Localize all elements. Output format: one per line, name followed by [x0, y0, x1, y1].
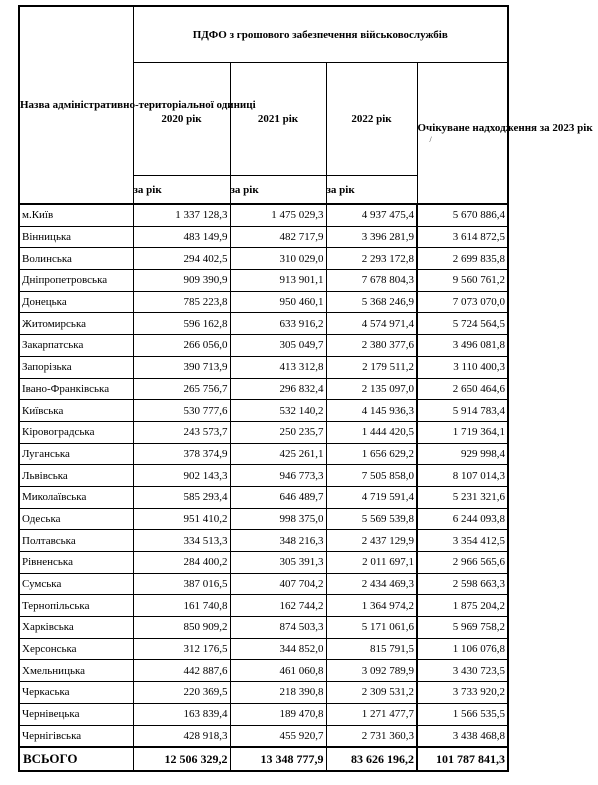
value-2021: 296 832,4 [230, 378, 326, 400]
table-row [19, 226, 508, 248]
value-2022: 2 437 129,9 [326, 530, 417, 552]
region-name: Житомирська [19, 313, 133, 335]
value-2022: 4 937 475,4 [326, 204, 417, 226]
value-2020: 442 887,6 [133, 660, 230, 682]
value-2023: 3 614 872,5 [417, 226, 508, 248]
table-row [19, 595, 508, 617]
value-2022: 815 791,5 [326, 638, 417, 660]
region-name: Чернівецька [19, 703, 133, 725]
table-row [19, 421, 508, 443]
table-row [19, 443, 508, 465]
expected-2023-mark: / [429, 135, 432, 144]
military-pit-table [18, 5, 593, 772]
region-name: Київська [19, 400, 133, 422]
value-2023: 6 244 093,8 [417, 508, 508, 530]
table-row [19, 638, 508, 660]
table-row [19, 335, 508, 357]
value-2021: 950 460,1 [230, 291, 326, 313]
value-2023: 9 560 761,2 [417, 270, 508, 292]
value-2020: 902 143,3 [133, 465, 230, 487]
table-row [19, 530, 508, 552]
value-2022: 3 396 281,9 [326, 226, 417, 248]
value-2023: 5 969 758,2 [417, 617, 508, 639]
value-2022: 1 364 974,2 [326, 595, 417, 617]
value-2020: 951 410,2 [133, 508, 230, 530]
per-year-2020: за рік [133, 176, 230, 205]
value-2020: 428 918,3 [133, 725, 230, 747]
value-2021: 455 920,7 [230, 725, 326, 747]
region-name: Донецька [19, 291, 133, 313]
table-row [19, 703, 508, 725]
value-2020: 785 223,8 [133, 291, 230, 313]
value-2023: 3 354 412,5 [417, 530, 508, 552]
table-row [19, 313, 508, 335]
value-2020: 334 513,3 [133, 530, 230, 552]
region-name: Сумська [19, 573, 133, 595]
value-2021: 310 029,0 [230, 248, 326, 270]
value-2020: 387 016,5 [133, 573, 230, 595]
value-2023: 2 699 835,8 [417, 248, 508, 270]
value-2023: 1 566 535,5 [417, 703, 508, 725]
value-2021: 348 216,3 [230, 530, 326, 552]
total-row [19, 747, 508, 771]
region-name: Рівненська [19, 552, 133, 574]
value-2020: 265 756,7 [133, 378, 230, 400]
value-2021: 344 852,0 [230, 638, 326, 660]
value-2023: 3 430 723,5 [417, 660, 508, 682]
value-2022: 2 309 531,2 [326, 682, 417, 704]
table-row [19, 270, 508, 292]
value-2023: 3 496 081,8 [417, 335, 508, 357]
value-2020: 1 337 128,3 [133, 204, 230, 226]
region-name: Миколаївська [19, 486, 133, 508]
year-2020-header: 2020 рік [133, 63, 230, 176]
value-2021: 413 312,8 [230, 356, 326, 378]
table-row [19, 508, 508, 530]
region-name: Львівська [19, 465, 133, 487]
total-label: ВСЬОГО [19, 747, 133, 771]
value-2021: 482 717,9 [230, 226, 326, 248]
year-2021-header: 2021 рік [230, 63, 326, 176]
value-2021: 913 901,1 [230, 270, 326, 292]
value-2022: 2 135 097,0 [326, 378, 417, 400]
total-2020: 12 506 329,2 [133, 747, 230, 771]
value-2020: 294 402,5 [133, 248, 230, 270]
value-2021: 305 049,7 [230, 335, 326, 357]
value-2020: 243 573,7 [133, 421, 230, 443]
table-row [19, 248, 508, 270]
value-2022: 3 092 789,9 [326, 660, 417, 682]
region-name: Черкаська [19, 682, 133, 704]
value-2021: 407 704,2 [230, 573, 326, 595]
tax-table-container [18, 5, 593, 772]
value-2021: 305 391,3 [230, 552, 326, 574]
value-2023: 8 107 014,3 [417, 465, 508, 487]
value-2020: 483 149,9 [133, 226, 230, 248]
table-row [19, 725, 508, 747]
region-name: Запорізька [19, 356, 133, 378]
value-2020: 266 056,0 [133, 335, 230, 357]
region-name-header: Назва адміністративно-територіальної одиниці [19, 6, 133, 204]
region-name: Закарпатська [19, 335, 133, 357]
table-row [19, 465, 508, 487]
value-2022: 2 434 469,3 [326, 573, 417, 595]
value-2023: 5 724 564,5 [417, 313, 508, 335]
value-2021: 218 390,8 [230, 682, 326, 704]
total-2023: 101 787 841,3 [417, 747, 508, 771]
value-2021: 162 744,2 [230, 595, 326, 617]
region-name: Волинська [19, 248, 133, 270]
value-2023: 3 110 400,3 [417, 356, 508, 378]
table-row [19, 552, 508, 574]
value-2023: 5 670 886,4 [417, 204, 508, 226]
value-2022: 4 574 971,4 [326, 313, 417, 335]
group-title-header: ПДФО з грошового забезпечення військовослужбів [133, 6, 508, 63]
value-2022: 4 719 591,4 [326, 486, 417, 508]
value-2021: 646 489,7 [230, 486, 326, 508]
table-row [19, 204, 508, 226]
value-2023: 2 650 464,6 [417, 378, 508, 400]
value-2022: 7 678 804,3 [326, 270, 417, 292]
value-2020: 850 909,2 [133, 617, 230, 639]
region-name: Херсонська [19, 638, 133, 660]
region-name: Тернопільська [19, 595, 133, 617]
value-2020: 909 390,9 [133, 270, 230, 292]
per-year-2021: за рік [230, 176, 326, 205]
value-2021: 461 060,8 [230, 660, 326, 682]
value-2022: 2 380 377,6 [326, 335, 417, 357]
per-year-2022: за рік [326, 176, 417, 205]
total-2021: 13 348 777,9 [230, 747, 326, 771]
value-2023: 3 438 468,8 [417, 725, 508, 747]
value-2022: 1 656 629,2 [326, 443, 417, 465]
region-name: Івано-Франківська [19, 378, 133, 400]
value-2021: 633 916,2 [230, 313, 326, 335]
value-2023: 2 598 663,3 [417, 573, 508, 595]
table-row [19, 291, 508, 313]
table-body [19, 204, 508, 747]
value-2020: 220 369,5 [133, 682, 230, 704]
value-2022: 5 569 539,8 [326, 508, 417, 530]
table-row [19, 400, 508, 422]
value-2023: 3 733 920,2 [417, 682, 508, 704]
value-2023: 2 966 565,6 [417, 552, 508, 574]
expected-2023-header [417, 63, 593, 205]
value-2020: 378 374,9 [133, 443, 230, 465]
value-2021: 532 140,2 [230, 400, 326, 422]
value-2020: 596 162,8 [133, 313, 230, 335]
value-2021: 1 475 029,3 [230, 204, 326, 226]
value-2022: 1 271 477,7 [326, 703, 417, 725]
value-2021: 250 235,7 [230, 421, 326, 443]
value-2023: 1 106 076,8 [417, 638, 508, 660]
region-name: Вінницька [19, 226, 133, 248]
year-2022-header: 2022 рік [326, 63, 417, 176]
table-row [19, 573, 508, 595]
region-name: Хмельницька [19, 660, 133, 682]
value-2020: 163 839,4 [133, 703, 230, 725]
value-2020: 585 293,4 [133, 486, 230, 508]
table-row [19, 660, 508, 682]
value-2022: 1 444 420,5 [326, 421, 417, 443]
value-2022: 2 293 172,8 [326, 248, 417, 270]
value-2021: 998 375,0 [230, 508, 326, 530]
value-2022: 7 505 858,0 [326, 465, 417, 487]
expected-2023-label: Очікуване надходження за 2023 рік [417, 122, 593, 134]
value-2020: 161 740,8 [133, 595, 230, 617]
value-2021: 946 773,3 [230, 465, 326, 487]
total-2022: 83 626 196,2 [326, 747, 417, 771]
region-name: м.Київ [19, 204, 133, 226]
value-2020: 530 777,6 [133, 400, 230, 422]
region-name: Чернігівська [19, 725, 133, 747]
region-name: Луганська [19, 443, 133, 465]
value-2023: 7 073 070,0 [417, 291, 508, 313]
region-name: Дніпропетровська [19, 270, 133, 292]
value-2020: 284 400,2 [133, 552, 230, 574]
value-2023: 5 914 783,4 [417, 400, 508, 422]
value-2021: 425 261,1 [230, 443, 326, 465]
table-row [19, 617, 508, 639]
value-2021: 189 470,8 [230, 703, 326, 725]
value-2022: 5 171 061,6 [326, 617, 417, 639]
value-2022: 5 368 246,9 [326, 291, 417, 313]
value-2023: 5 231 321,6 [417, 486, 508, 508]
region-name: Полтавська [19, 530, 133, 552]
table-row [19, 682, 508, 704]
value-2023: 1 875 204,2 [417, 595, 508, 617]
table-row [19, 356, 508, 378]
region-name: Кіровоградська [19, 421, 133, 443]
value-2022: 4 145 936,3 [326, 400, 417, 422]
region-name: Харківська [19, 617, 133, 639]
value-2021: 874 503,3 [230, 617, 326, 639]
value-2020: 390 713,9 [133, 356, 230, 378]
value-2022: 2 179 511,2 [326, 356, 417, 378]
table-row [19, 378, 508, 400]
region-name: Одеська [19, 508, 133, 530]
value-2020: 312 176,5 [133, 638, 230, 660]
value-2022: 2 011 697,1 [326, 552, 417, 574]
table-row [19, 486, 508, 508]
value-2023: 929 998,4 [417, 443, 508, 465]
value-2023: 1 719 364,1 [417, 421, 508, 443]
value-2022: 2 731 360,3 [326, 725, 417, 747]
